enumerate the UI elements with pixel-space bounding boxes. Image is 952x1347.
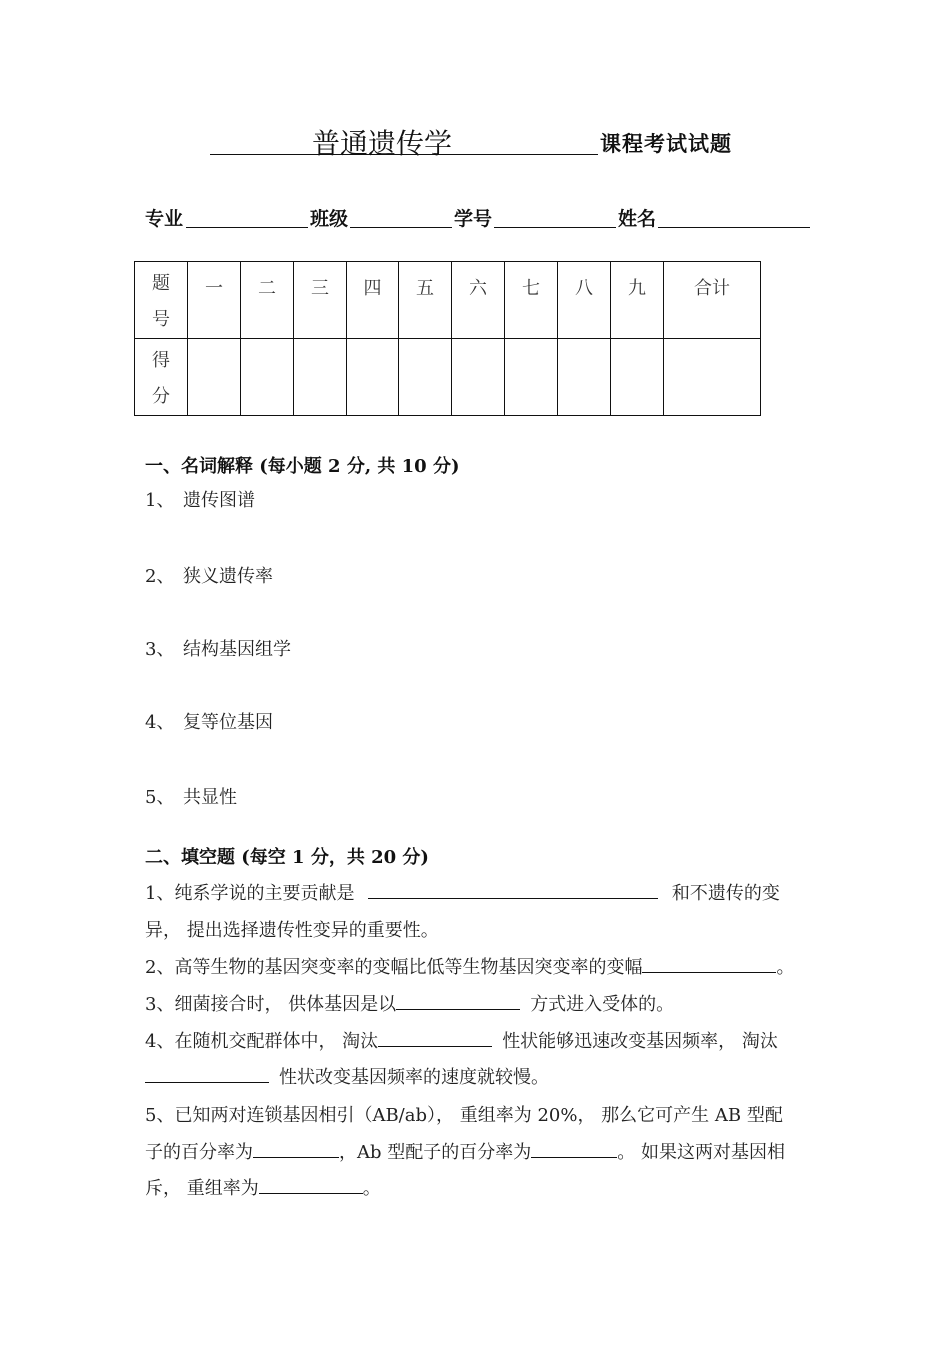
blank-5-2[interactable] (531, 1139, 617, 1158)
question-number-label: 题 号 (135, 262, 188, 339)
term-item-2: 2、 狭义遗传率 (145, 566, 273, 587)
section2-title: 二、填空题 (每空 1 分，共 20 分) (145, 847, 429, 868)
col-header-2: 二 (241, 262, 294, 339)
fill-question-3: 3、细菌接合时， 供体基因是以 方式进入受体的。 (145, 990, 674, 1016)
score-cell-8[interactable] (558, 339, 611, 416)
score-cell-total[interactable] (664, 339, 761, 416)
score-cell-3[interactable] (294, 339, 347, 416)
term-item-5: 5、 共显性 (145, 787, 237, 808)
fill-question-5-end: 斥， 重组率为 。 (145, 1174, 381, 1200)
major-field[interactable] (186, 227, 308, 228)
course-title: 普通遗传学 (312, 127, 453, 160)
score-table (134, 261, 761, 416)
fill-question-5-cont: 子的百分率为 ，Ab 型配子的百分率为 。 如果这两对基因相 (145, 1138, 785, 1164)
col-header-8: 八 (558, 262, 611, 339)
term-item-3: 3、 结构基因组学 (145, 639, 291, 660)
class-field[interactable] (350, 227, 452, 228)
exam-title-suffix: 课程考试试题 (600, 131, 732, 156)
student-id-field[interactable] (494, 227, 616, 228)
blank-2-1[interactable] (642, 954, 776, 973)
col-header-total: 合计 (664, 262, 761, 339)
score-cell-1[interactable] (188, 339, 241, 416)
term-item-1: 1、 遗传图谱 (145, 490, 255, 511)
score-cell-6[interactable] (452, 339, 505, 416)
term-item-4: 4、 复等位基因 (145, 712, 273, 733)
blank-4-1[interactable] (378, 1028, 492, 1047)
score-cell-2[interactable] (241, 339, 294, 416)
blank-5-1[interactable] (253, 1139, 339, 1158)
fill-question-1-cont: 异， 提出选择遗传性变异的重要性。 (145, 920, 439, 941)
student-id-label: 学号 (454, 208, 493, 230)
score-cell-9[interactable] (611, 339, 664, 416)
section1-title: 一、名词解释 (每小题 2 分, 共 10 分) (145, 456, 460, 477)
class-label: 班级 (310, 208, 349, 230)
blank-1-1[interactable] (368, 880, 658, 899)
fill-question-4-cont: 性状改变基因频率的速度就较慢。 (145, 1063, 549, 1089)
score-row (135, 339, 761, 416)
col-header-6: 六 (452, 262, 505, 339)
blank-5-3[interactable] (259, 1175, 363, 1194)
fill-question-5: 5、已知两对连锁基因相引（AB/ab）， 重组率为 20%， 那么它可产生 AB 型配 (145, 1105, 783, 1126)
col-header-7: 七 (505, 262, 558, 339)
col-header-1: 一 (188, 262, 241, 339)
name-label: 姓名 (618, 208, 657, 230)
score-cell-5[interactable] (399, 339, 452, 416)
col-header-3: 三 (294, 262, 347, 339)
fill-question-4: 4、在随机交配群体中， 淘汰 性状能够迅速改变基因频率， 淘汰 (145, 1027, 778, 1053)
col-header-4: 四 (347, 262, 399, 339)
fill-question-1: 1、纯系学说的主要贡献是 和不遗传的变 (145, 879, 780, 905)
fill-question-2: 2、高等生物的基因突变率的变幅比低等生物基因突变率的变幅 。 (145, 953, 794, 979)
name-field[interactable] (658, 227, 810, 228)
major-label: 专业 (145, 208, 184, 230)
question-number-row (135, 262, 761, 339)
col-header-9: 九 (611, 262, 664, 339)
col-header-5: 五 (399, 262, 452, 339)
score-cell-4[interactable] (347, 339, 399, 416)
blank-4-2[interactable] (145, 1064, 269, 1083)
score-cell-7[interactable] (505, 339, 558, 416)
blank-3-1[interactable] (396, 991, 520, 1010)
score-label: 得 分 (135, 339, 188, 416)
